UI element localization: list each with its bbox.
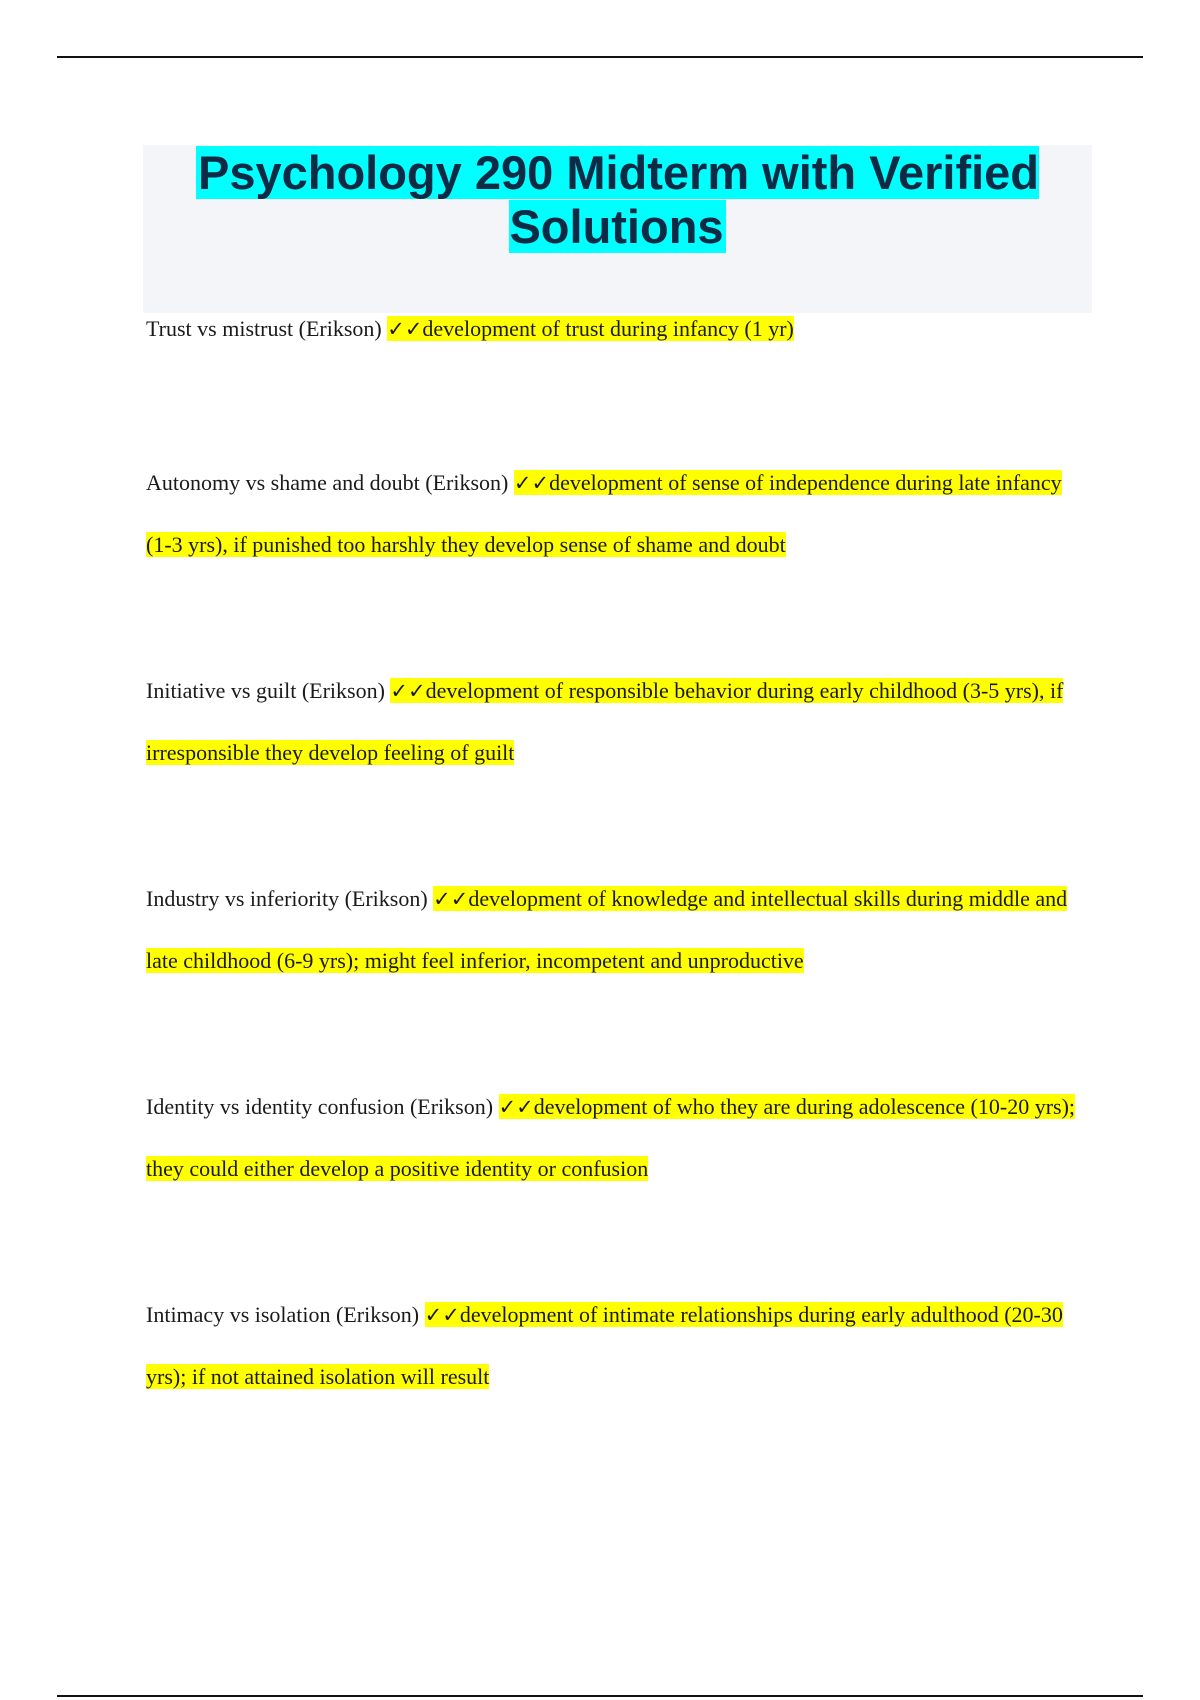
page-title: Psychology 290 Midterm with Verified Solutions [197, 146, 1040, 253]
qa-item-trust [146, 298, 1086, 360]
question-text: Initiative vs guilt (Erikson) [146, 678, 385, 703]
qa-item-intimacy [146, 1284, 1086, 1407]
answer-text: development of who they are during adolescence (10-20 yrs); they could either develop a positive identity or confusion [146, 1094, 1076, 1181]
qa-item-identity [146, 1076, 1086, 1199]
question-text: Autonomy vs shame and doubt (Erikson) [146, 470, 509, 495]
question-text: Intimacy vs isolation (Erikson) [146, 1302, 420, 1327]
question-text: Trust vs mistrust (Erikson) [146, 316, 382, 341]
answer-text: development of knowledge and intellectual skills during middle and late childhood (6-9 yrs); might feel inferior, incompetent and unproductive [146, 886, 1068, 973]
qa-item-industry [146, 868, 1086, 991]
answer-text: development of trust during infancy (1 yr) [422, 316, 794, 341]
answer-text: development of sense of independence during late infancy (1-3 yrs), if punished too harshly they develop sense of shame and doubt [146, 470, 1062, 557]
double-check-icon: ✓✓ [433, 887, 469, 911]
double-check-icon: ✓✓ [513, 471, 550, 495]
double-check-icon: ✓✓ [387, 317, 423, 341]
double-check-icon: ✓✓ [498, 1095, 534, 1119]
header-divider [57, 56, 1143, 58]
qa-item-initiative [146, 660, 1086, 783]
double-check-icon: ✓✓ [424, 1303, 460, 1327]
answer-text: development of intimate relationships during early adulthood (20-30 yrs); if not attained isolation will result [146, 1302, 1063, 1389]
qa-item-autonomy [146, 452, 1086, 575]
answer-highlight [387, 316, 794, 341]
question-text: Identity vs identity confusion (Erikson) [146, 1094, 494, 1119]
footer-divider [57, 1695, 1143, 1697]
question-text: Industry vs inferiority (Erikson) [146, 886, 428, 911]
answer-text: development of responsible behavior during early childhood (3-5 yrs), if irresponsible they develop feeling of guilt [146, 678, 1064, 765]
double-check-icon: ✓✓ [390, 679, 426, 703]
